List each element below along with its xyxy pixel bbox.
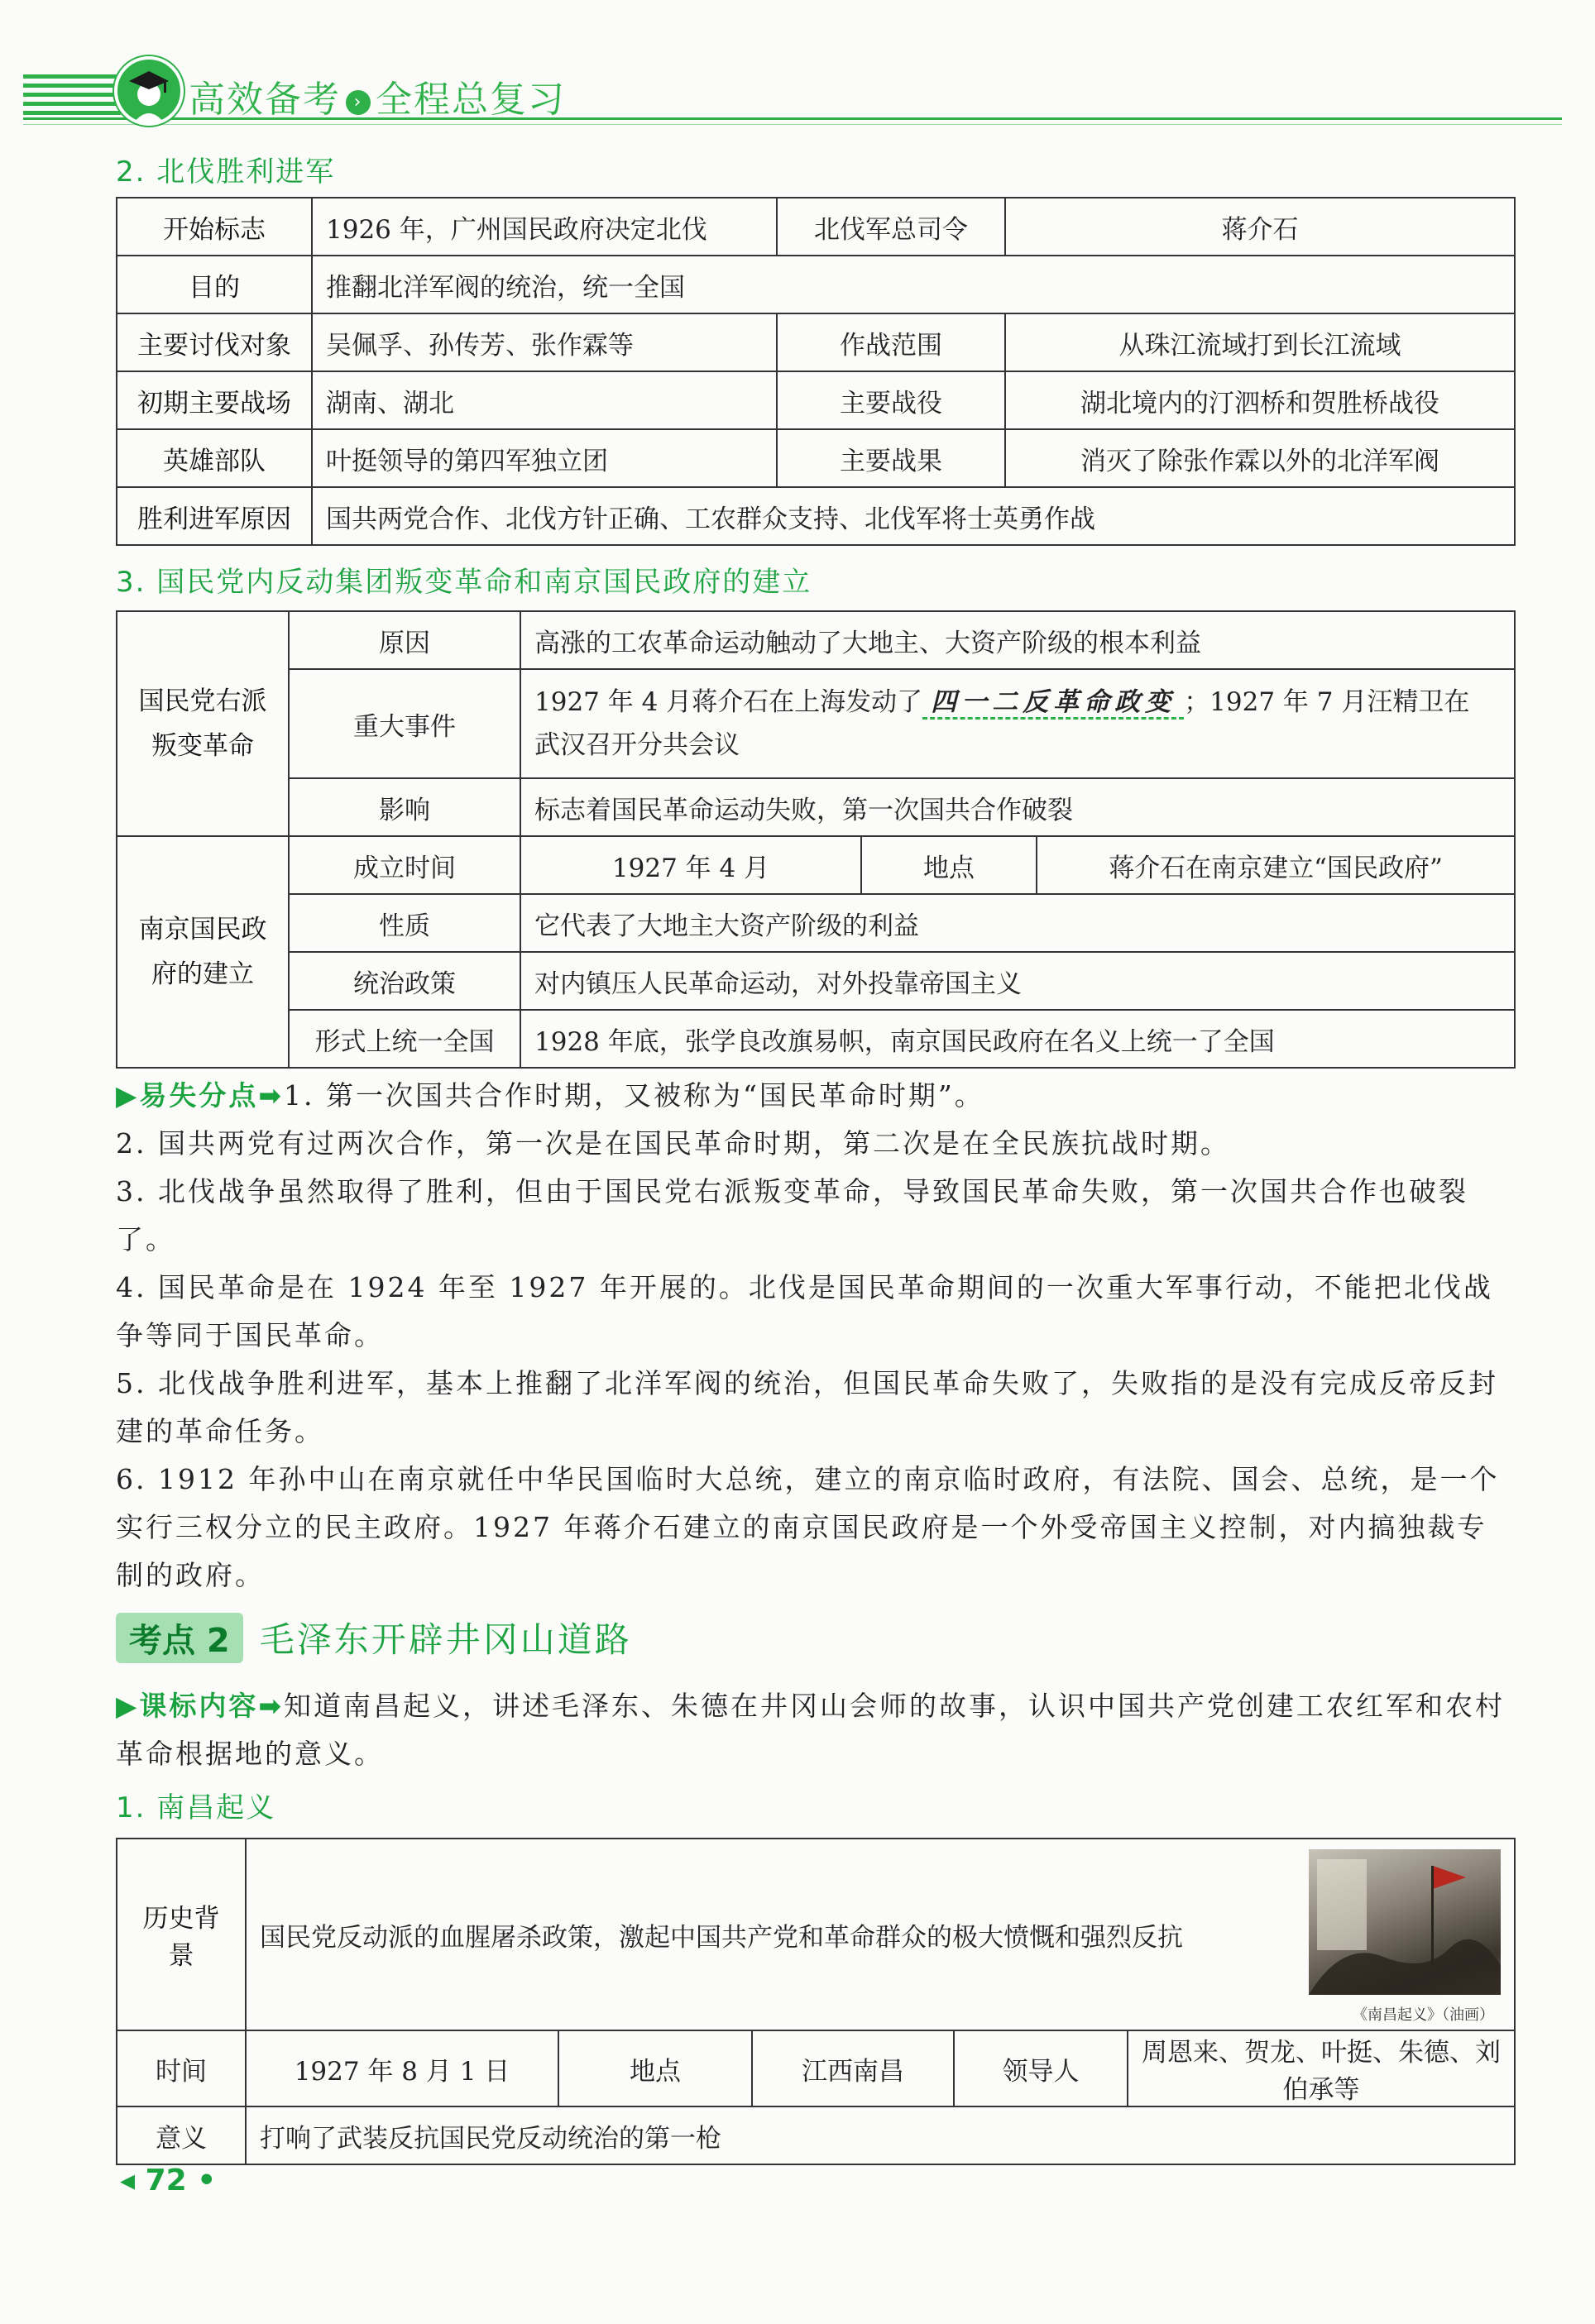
cell-value: 江西南昌 bbox=[752, 2030, 954, 2106]
note-item: 4. 国民革命是在 1924 年至 1927 年开展的。北伐是国民革命期间的一次重大军事行动，不能把北伐战争等同于国民革命。 bbox=[116, 1271, 1493, 1351]
cell-value: 叶挺领导的第四军独立团 bbox=[312, 429, 777, 487]
cell-value: 国共两党合作、北伐方针正确、工农群众支持、北伐军将士英勇作战 bbox=[312, 487, 1515, 545]
kaodian-badge: 考点 2 bbox=[116, 1613, 243, 1663]
section-title-nanjing: 3. 国民党内反动集团叛变革命和南京国民政府的建立 bbox=[116, 566, 812, 599]
kaodian-title: 毛泽东开辟井冈山道路 bbox=[259, 1619, 632, 1660]
cell-label: 统治政策 bbox=[289, 952, 520, 1010]
cell-label: 初期主要战场 bbox=[117, 371, 312, 429]
cell-label: 历史背景 bbox=[117, 1839, 246, 2030]
cell-label: 性质 bbox=[289, 894, 520, 952]
cell-value-background: 国民党反动派的血腥屠杀政策，激起中国共产党和革命群众的极大愤慨和强烈反抗 《南昌起义》（油画） bbox=[246, 1839, 1515, 2030]
table-row bbox=[117, 778, 1515, 836]
table-row bbox=[117, 2106, 1515, 2164]
kaodian-heading bbox=[116, 1613, 632, 1663]
nanjing-table bbox=[116, 610, 1516, 1069]
group-label-rightwing: 国民党右派 叛变革命 bbox=[117, 611, 289, 836]
cell-value: 它代表了大地主大资产阶级的利益 bbox=[520, 894, 1515, 952]
cell-value: 周恩来、贺龙、叶挺、朱德、刘伯承等 bbox=[1128, 2030, 1515, 2106]
cell-value: 对内镇压人民革命运动，对外投靠帝国主义 bbox=[520, 952, 1515, 1010]
cell-label: 重大事件 bbox=[289, 669, 520, 778]
table-row bbox=[117, 487, 1515, 545]
cell-label: 主要战役 bbox=[777, 371, 1005, 429]
cell-value: 推翻北洋军阀的统治，统一全国 bbox=[312, 256, 1515, 313]
group-label-nanjing: 南京国民政 府的建立 bbox=[117, 836, 289, 1068]
cell-label: 主要讨伐对象 bbox=[117, 313, 312, 371]
kebiao-tag: ▶课标内容➡ bbox=[116, 1690, 285, 1722]
note-item: 5. 北伐战争胜利进军，基本上推翻了北洋军阀的统治，但国民革命失败了，失败指的是没有完成反帝反封建的革命任务。 bbox=[116, 1367, 1498, 1447]
table-row bbox=[117, 313, 1515, 371]
note-item: ▶易失分点➡1. 第一次国共合作时期，又被称为“国民革命时期”。 bbox=[116, 1079, 984, 1112]
cell-label: 目的 bbox=[117, 256, 312, 313]
cell-label: 形式上统一全国 bbox=[289, 1010, 520, 1068]
table-row bbox=[117, 1839, 1515, 2030]
handwritten-answer: 四一二反革命政变 bbox=[922, 687, 1184, 720]
cell-value: 消灭了除张作霖以外的北洋军阀 bbox=[1005, 429, 1515, 487]
chevron-right-icon: › bbox=[346, 90, 371, 115]
brand-left: 高效备考 bbox=[189, 79, 341, 121]
cell-value: 蒋介石在南京建立“国民政府” bbox=[1037, 836, 1515, 894]
table-row bbox=[117, 256, 1515, 313]
cell-value-event: 1927 年 4 月蒋介石在上海发动了 四一二反革命政变 ；1927 年 7 月汪精卫在 武汉召开分共会议 bbox=[520, 669, 1515, 778]
table-row bbox=[117, 2030, 1515, 2106]
cell-label: 成立时间 bbox=[289, 836, 520, 894]
cell-value: 1927 年 8 月 1 日 bbox=[246, 2030, 558, 2106]
table-row bbox=[117, 198, 1515, 256]
cell-label: 地点 bbox=[558, 2030, 752, 2106]
cell-value: 从珠江流域打到长江流域 bbox=[1005, 313, 1515, 371]
section-title-nanchang: 1. 南昌起义 bbox=[116, 1791, 276, 1824]
table-row bbox=[117, 894, 1515, 952]
table-row bbox=[117, 611, 1515, 669]
brand-title bbox=[189, 69, 566, 122]
cell-value: 湖北境内的汀泗桥和贺胜桥战役 bbox=[1005, 371, 1515, 429]
cell-label: 意义 bbox=[117, 2106, 246, 2164]
nanchang-uprising-painting bbox=[1309, 1849, 1501, 1995]
cell-label: 作战范围 bbox=[777, 313, 1005, 371]
cell-label: 北伐军总司令 bbox=[777, 198, 1005, 256]
cell-label: 领导人 bbox=[954, 2030, 1128, 2106]
cell-value: 1926 年，广州国民政府决定北伐 bbox=[312, 198, 777, 256]
table-row bbox=[117, 371, 1515, 429]
cell-value: 1927 年 4 月 bbox=[520, 836, 861, 894]
table-row bbox=[117, 952, 1515, 1010]
cell-label: 主要战果 bbox=[777, 429, 1005, 487]
cell-label: 时间 bbox=[117, 2030, 246, 2106]
cell-label: 胜利进军原因 bbox=[117, 487, 312, 545]
graduate-logo-icon bbox=[114, 56, 184, 126]
painting-caption: 《南昌起义》（油画） bbox=[1353, 2006, 1494, 2024]
cell-value: 蒋介石 bbox=[1005, 198, 1515, 256]
brand-right: 全程总复习 bbox=[376, 79, 566, 121]
table-row bbox=[117, 836, 1515, 894]
beifa-table bbox=[116, 197, 1516, 546]
note-tag: ▶易失分点➡ bbox=[116, 1079, 285, 1112]
header-stripes bbox=[23, 74, 121, 116]
cell-value: 1928 年底，张学良改旗易帜，南京国民政府在名义上统一了全国 bbox=[520, 1010, 1515, 1068]
cell-value: 高涨的工农革命运动触动了大地主、大资产阶级的根本利益 bbox=[520, 611, 1515, 669]
cell-label: 英雄部队 bbox=[117, 429, 312, 487]
table-row bbox=[117, 1010, 1515, 1068]
cell-value: 吴佩孚、孙传芳、张作霖等 bbox=[312, 313, 777, 371]
table-row bbox=[117, 429, 1515, 487]
kebiao-block: ▶课标内容➡知道南昌起义，讲述毛泽东、朱德在井冈山会师的故事，认识中国共产党创建工农红军和农村革命根据地的意义。 bbox=[116, 1690, 1506, 1770]
section-title-beifa: 2. 北伐胜利进军 bbox=[116, 155, 336, 189]
notes-block bbox=[116, 1072, 1514, 1600]
cell-label: 原因 bbox=[289, 611, 520, 669]
cell-value: 标志着国民革命运动失败，第一次国共合作破裂 bbox=[520, 778, 1515, 836]
table-row bbox=[117, 669, 1515, 778]
page-header bbox=[23, 50, 1562, 132]
nanchang-table bbox=[116, 1838, 1516, 2165]
cell-label: 影响 bbox=[289, 778, 520, 836]
cell-value: 打响了武装反抗国民党反动统治的第一枪 bbox=[246, 2106, 1515, 2164]
note-item: 3. 北伐战争虽然取得了胜利，但由于国民党右派叛变革命，导致国民革命失败，第一次国共合作也破裂了。 bbox=[116, 1175, 1468, 1255]
header-rule-thin bbox=[23, 124, 1562, 125]
cell-value: 湖南、湖北 bbox=[312, 371, 777, 429]
cell-label: 地点 bbox=[861, 836, 1037, 894]
note-item: 6. 1912 年孙中山在南京就任中华民国临时大总统，建立的南京临时政府，有法院、国会、总统，是一个实行三权分立的民主政府。1927 年蒋介石建立的南京国民政府是一个外受帝国主义控制，对内搞独裁专制的政府。 bbox=[116, 1463, 1500, 1591]
page-number: ◂ 72 • bbox=[120, 2164, 217, 2197]
cell-label: 开始标志 bbox=[117, 198, 312, 256]
note-item: 2. 国共两党有过两次合作，第一次是在国民革命时期，第二次是在全民族抗战时期。 bbox=[116, 1127, 1230, 1160]
